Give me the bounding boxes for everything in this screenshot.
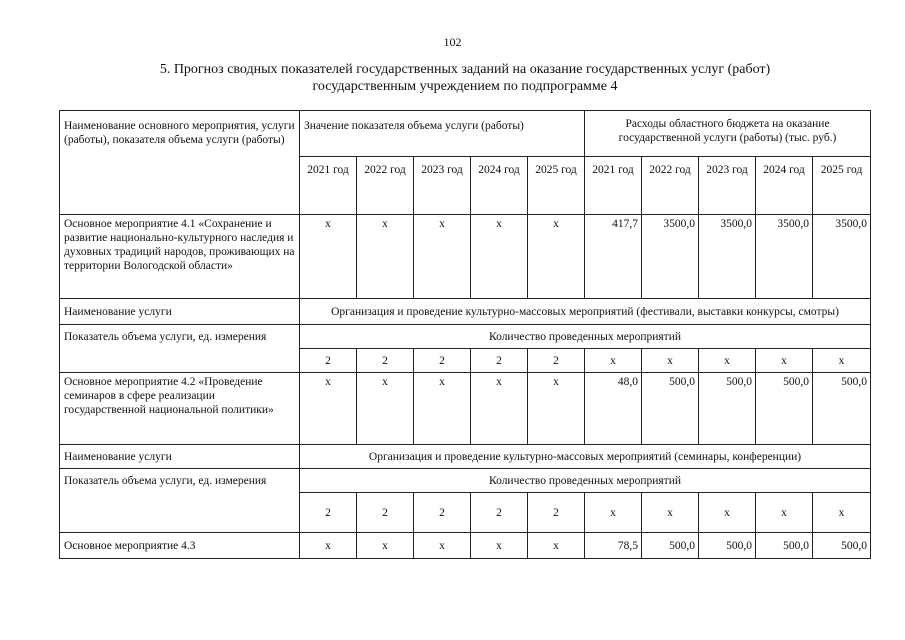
- activity-expense: 417,7: [585, 215, 642, 299]
- activity-value: x: [357, 373, 414, 445]
- activity-expense: 78,5: [585, 533, 642, 559]
- indicator-value: 2: [528, 493, 585, 533]
- service-name: Организация и проведение культурно-массовых мероприятий (семинары, конференции): [300, 445, 871, 469]
- activity-value: x: [300, 215, 357, 299]
- document-title: [60, 61, 870, 95]
- indicator-label: Показатель объема услуги, ед. измерения: [60, 325, 300, 373]
- activity-value: x: [300, 533, 357, 559]
- activity-row: [60, 373, 871, 445]
- indicator-row: [60, 469, 871, 493]
- indicator-value: 2: [300, 493, 357, 533]
- activity-value: x: [414, 215, 471, 299]
- indicator-value: 2: [414, 349, 471, 373]
- header-name-column: Наименование основного мероприятия, услуги (работы), показателя объема услуги (работы): [60, 111, 300, 215]
- title-line-2: государственным учреждением по подпрограмме 4: [312, 79, 618, 94]
- activity-expense: 500,0: [756, 533, 813, 559]
- indicator-value: 2: [300, 349, 357, 373]
- activity-row: [60, 533, 871, 559]
- indicator-value: x: [813, 349, 871, 373]
- activity-value: x: [528, 533, 585, 559]
- forecast-table: [59, 110, 871, 559]
- header-volume-year: 2024 год: [471, 157, 528, 215]
- activity-name: Основное мероприятие 4.2 «Проведение семинаров в сфере реализации государственной национальной политики»: [60, 373, 300, 445]
- activity-expense: 500,0: [813, 373, 871, 445]
- indicator-value: x: [813, 493, 871, 533]
- header-expense-group: Расходы областного бюджета на оказание государственной услуги (работы) (тыс. руб.): [585, 111, 871, 157]
- activity-expense: 500,0: [642, 373, 699, 445]
- service-row: [60, 445, 871, 469]
- activity-expense: 3500,0: [642, 215, 699, 299]
- activity-value: x: [357, 215, 414, 299]
- service-label: Наименование услуги: [60, 445, 300, 469]
- header-expense-year: 2022 год: [642, 157, 699, 215]
- activity-value: x: [471, 373, 528, 445]
- indicator-value: x: [585, 493, 642, 533]
- activity-expense: 500,0: [699, 533, 756, 559]
- indicator-value: 2: [471, 349, 528, 373]
- activity-name: Основное мероприятие 4.1 «Сохранение и развитие национально-культурного наследия и духовных традиций народов, проживающих на территории Вологодской области»: [60, 215, 300, 299]
- indicator-value: 2: [357, 349, 414, 373]
- activity-expense: 3500,0: [756, 215, 813, 299]
- indicator-value: x: [585, 349, 642, 373]
- indicator-label: Показатель объема услуги, ед. измерения: [60, 469, 300, 533]
- page-number: 102: [443, 35, 462, 49]
- indicator-value: 2: [528, 349, 585, 373]
- activity-value: x: [471, 215, 528, 299]
- header-volume-year: 2022 год: [357, 157, 414, 215]
- indicator-value: x: [756, 349, 813, 373]
- activity-value: x: [471, 533, 528, 559]
- header-volume-group: Значение показателя объема услуги (работы): [300, 111, 585, 157]
- activity-value: x: [528, 373, 585, 445]
- indicator-name: Количество проведенных мероприятий: [300, 469, 871, 493]
- header-row-groups: [60, 111, 871, 157]
- activity-row: [60, 215, 871, 299]
- activity-value: x: [528, 215, 585, 299]
- service-row: [60, 299, 871, 325]
- activity-expense: 3500,0: [813, 215, 871, 299]
- activity-expense: 500,0: [813, 533, 871, 559]
- service-label: Наименование услуги: [60, 299, 300, 325]
- indicator-value: 2: [471, 493, 528, 533]
- indicator-name: Количество проведенных мероприятий: [300, 325, 871, 349]
- activity-value: x: [357, 533, 414, 559]
- header-expense-year: 2025 год: [813, 157, 871, 215]
- title-line-1: 5. Прогноз сводных показателей государственных заданий на оказание государственных услуг (работ): [159, 62, 771, 77]
- header-volume-year: 2025 год: [528, 157, 585, 215]
- header-volume-year: 2021 год: [300, 157, 357, 215]
- indicator-value: 2: [414, 493, 471, 533]
- activity-expense: 500,0: [699, 373, 756, 445]
- header-expense-year: 2024 год: [756, 157, 813, 215]
- indicator-value: x: [642, 349, 699, 373]
- activity-name: Основное мероприятие 4.3: [60, 533, 300, 559]
- indicator-value: 2: [357, 493, 414, 533]
- header-volume-year: 2023 год: [414, 157, 471, 215]
- indicator-row: [60, 325, 871, 349]
- activity-expense: 500,0: [756, 373, 813, 445]
- activity-value: x: [300, 373, 357, 445]
- indicator-value: x: [756, 493, 813, 533]
- activity-expense: 500,0: [642, 533, 699, 559]
- indicator-value: x: [699, 493, 756, 533]
- activity-value: x: [414, 373, 471, 445]
- header-expense-year: 2021 год: [585, 157, 642, 215]
- indicator-value: x: [699, 349, 756, 373]
- indicator-value: x: [642, 493, 699, 533]
- header-expense-year: 2023 год: [699, 157, 756, 215]
- service-name: Организация и проведение культурно-массовых мероприятий (фестивали, выставки конкурсы, смотры): [300, 299, 871, 325]
- activity-expense: 48,0: [585, 373, 642, 445]
- activity-expense: 3500,0: [699, 215, 756, 299]
- activity-value: x: [414, 533, 471, 559]
